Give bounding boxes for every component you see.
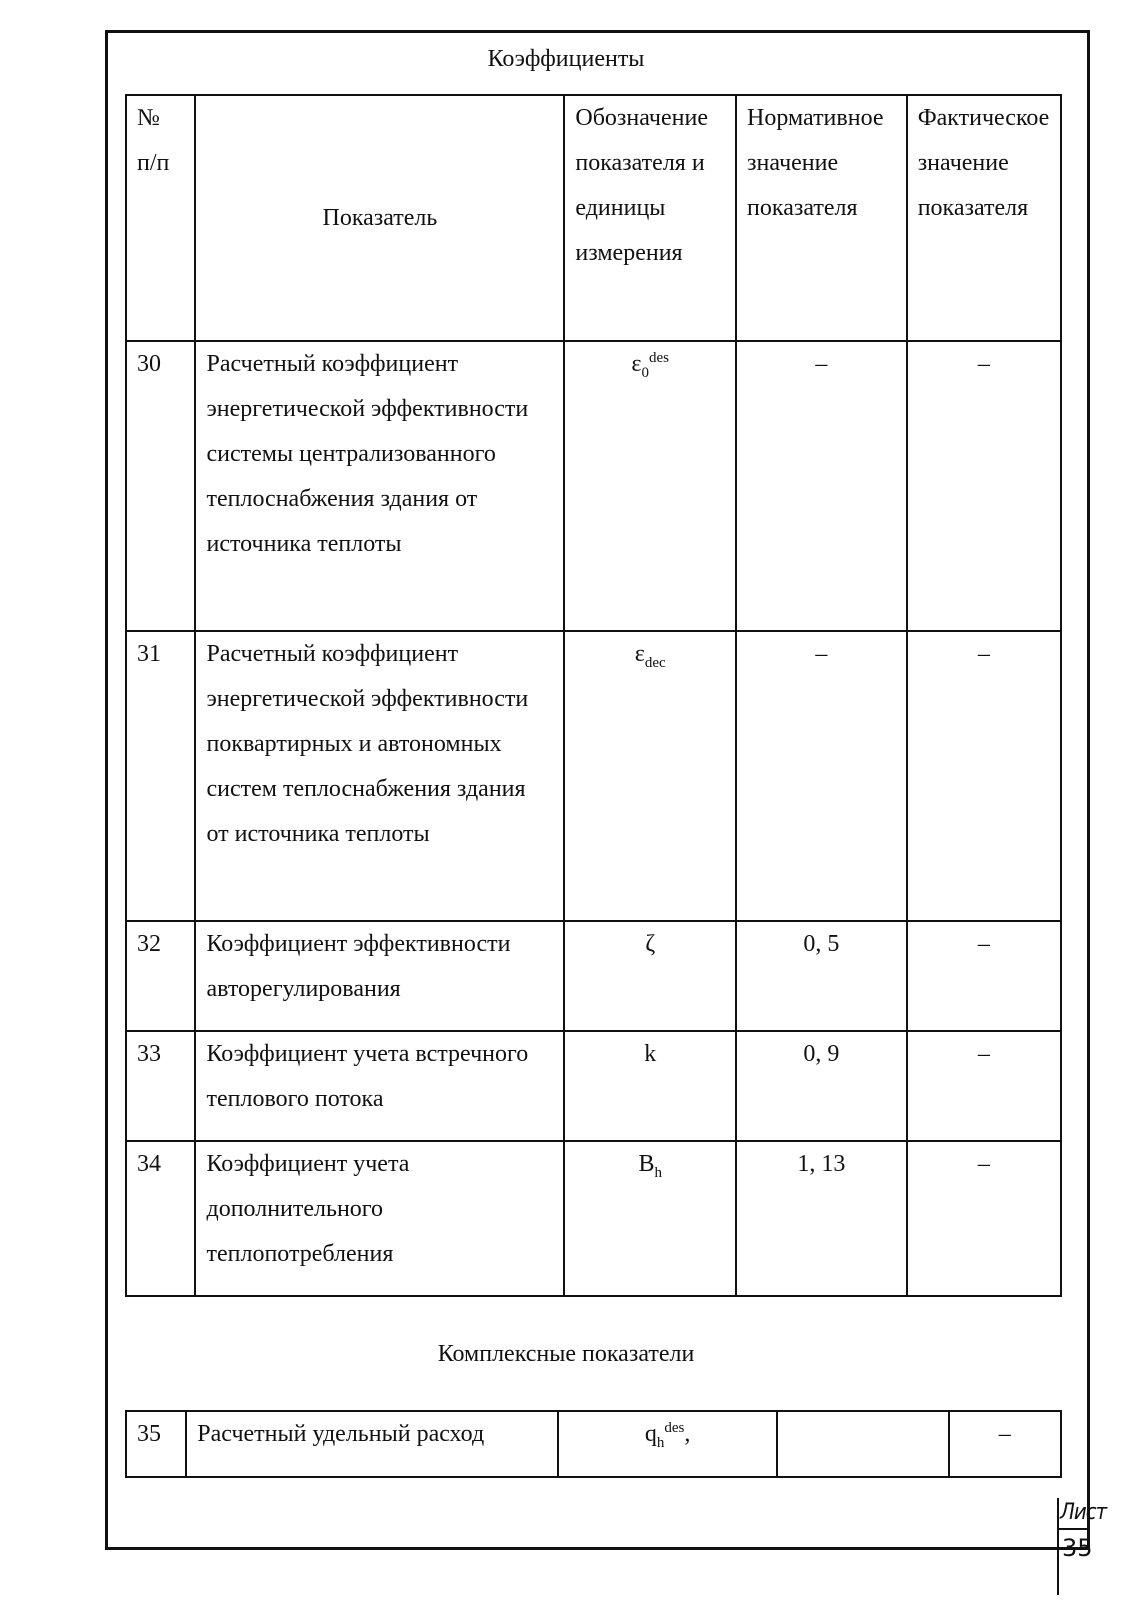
- table-row: [126, 1411, 1061, 1477]
- row-symbol: $B_h$: [564, 1141, 736, 1296]
- header-num: № п/п: [126, 95, 195, 341]
- row-indicator: Расчетный коэффициент энергетической эффективности системы централизованного теплоснабжения здания от источника теплоты: [195, 341, 564, 631]
- row-indicator: Коэффициент учета встречного теплового потока: [195, 1031, 564, 1141]
- table-row: [126, 921, 1061, 1031]
- table-row: [126, 1031, 1061, 1141]
- row-actual: –: [907, 1031, 1061, 1141]
- header-designation: Обозначение показателя и единицы измерения: [564, 95, 736, 341]
- stamp-divider: [1057, 1528, 1090, 1530]
- row-normative: –: [736, 341, 907, 631]
- row-num: 30: [126, 341, 195, 631]
- row-indicator: Коэффициент эффективности авторегулирования: [195, 921, 564, 1031]
- row-actual: –: [907, 921, 1061, 1031]
- header-indicator: Показатель: [195, 95, 564, 341]
- row-normative: –: [736, 631, 907, 921]
- row-symbol: $q_h^{des}$,: [558, 1411, 777, 1477]
- coefficients-table: [125, 94, 1062, 1297]
- row-symbol: k: [564, 1031, 736, 1141]
- header-normative: Нормативное значение показателя: [736, 95, 907, 341]
- stamp-page-number: 35: [1062, 1534, 1093, 1562]
- row-symbol: ζ: [564, 921, 736, 1031]
- row-num: 35: [126, 1411, 186, 1477]
- table-row: [126, 631, 1061, 921]
- section-title-coefficients: Коэффициенты: [487, 46, 645, 72]
- table-row: [126, 1141, 1061, 1296]
- stamp-label: Лист: [1060, 1500, 1107, 1525]
- header-actual: Фактическое значение показателя: [907, 95, 1061, 341]
- row-num: 33: [126, 1031, 195, 1141]
- table-row: [126, 341, 1061, 631]
- section-title-complex: Комплексные показатели: [437, 1341, 695, 1367]
- row-indicator: Расчетный коэффициент энергетической эффективности поквартирных и автономных систем теплоснабжения здания от источника теплоты: [195, 631, 564, 921]
- row-symbol: $\varepsilon_0^{des}$: [564, 341, 736, 631]
- row-num: 34: [126, 1141, 195, 1296]
- row-actual: –: [907, 631, 1061, 921]
- row-normative: 0, 5: [736, 921, 907, 1031]
- row-indicator: Коэффициент учета дополнительного теплопотребления: [195, 1141, 564, 1296]
- row-actual: –: [907, 341, 1061, 631]
- row-actual: –: [949, 1411, 1061, 1477]
- complex-indicators-table: [125, 1410, 1062, 1478]
- row-num: 31: [126, 631, 195, 921]
- row-normative: 0, 9: [736, 1031, 907, 1141]
- row-num: 32: [126, 921, 195, 1031]
- row-symbol: $\varepsilon_{dec}$: [564, 631, 736, 921]
- row-actual: –: [907, 1141, 1061, 1296]
- row-normative: [777, 1411, 949, 1477]
- table-header-row: [126, 95, 1061, 341]
- row-normative: 1, 13: [736, 1141, 907, 1296]
- row-indicator: Расчетный удельный расход: [186, 1411, 558, 1477]
